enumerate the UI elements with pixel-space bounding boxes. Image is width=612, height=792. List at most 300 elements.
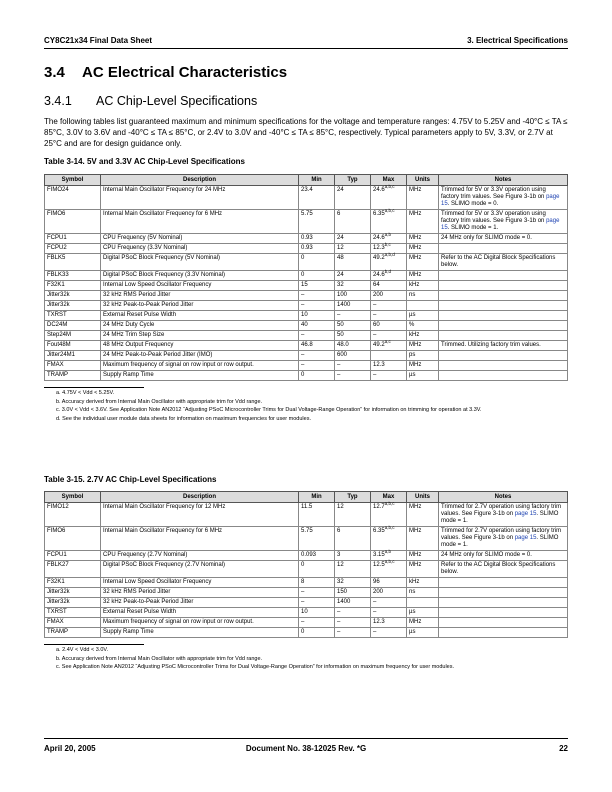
cell-typ: – (335, 371, 371, 381)
cell-units: % (407, 321, 439, 331)
cell-typ: 1400 (335, 301, 371, 311)
column-header: Symbol (45, 492, 101, 503)
max-footnote-ref: a,b,c (384, 559, 395, 564)
cell-min: 0 (299, 371, 335, 381)
column-header: Units (407, 492, 439, 503)
cell-symbol: FBLK5 (45, 254, 101, 271)
cell-symbol: F32K1 (45, 281, 101, 291)
cell-notes (439, 578, 568, 588)
cell-typ: – (335, 608, 371, 618)
cell-description: External Reset Pulse Width (101, 311, 299, 321)
cell-notes (439, 281, 568, 291)
table-row (45, 254, 568, 271)
cell-notes (439, 618, 568, 628)
table1 (44, 174, 568, 381)
table-row (45, 351, 568, 361)
cell-symbol: Fout48M (45, 341, 101, 351)
cell-units: µs (407, 311, 439, 321)
cell-description: Supply Ramp Time (101, 628, 299, 638)
table2-footnote-rule (44, 644, 144, 645)
cell-units: MHz (407, 234, 439, 244)
cell-typ: 12 (335, 244, 371, 254)
max-footnote-ref: a,b,c (384, 501, 395, 506)
page-link[interactable]: page 15 (441, 218, 560, 231)
cell-units: MHz (407, 527, 439, 551)
cell-min: 23.4 (299, 186, 335, 210)
cell-notes (439, 210, 568, 234)
notes-text-end: . SLIMO mode = 0. (447, 201, 499, 207)
cell-units: MHz (407, 210, 439, 234)
cell-max (371, 608, 407, 618)
cell-notes (439, 254, 568, 271)
cell-description: 24 MHz Trim Step Size (101, 331, 299, 341)
cell-symbol: FBLK27 (45, 561, 101, 578)
cell-notes (439, 311, 568, 321)
cell-units (407, 598, 439, 608)
cell-symbol: FCPU1 (45, 551, 101, 561)
cell-units: ns (407, 588, 439, 598)
max-value: 3.15 (373, 552, 385, 558)
max-value: 12.7 (373, 504, 385, 510)
cell-typ: 3 (335, 551, 371, 561)
cell-typ: 12 (335, 561, 371, 578)
cell-symbol: DC24M (45, 321, 101, 331)
cell-typ: 150 (335, 588, 371, 598)
notes-text: Refer to the AC Digital Block Specifications below. (441, 562, 556, 575)
cell-units: kHz (407, 281, 439, 291)
cell-max (371, 351, 407, 361)
cell-typ: 1400 (335, 598, 371, 608)
column-header: Description (101, 492, 299, 503)
footnote: d. See the individual user module data sheets for information on maximum frequencies for user modules. (56, 415, 311, 422)
header-rule (44, 48, 568, 49)
notes-text-end: . SLIMO mode = 1. (447, 225, 499, 231)
cell-symbol: Jitter32k (45, 301, 101, 311)
subsection-heading (44, 94, 257, 108)
cell-symbol: FIMO6 (45, 210, 101, 234)
column-header: Min (299, 175, 335, 186)
cell-max (371, 503, 407, 527)
notes-text: 24 MHz only for SLIMO mode = 0. (441, 235, 532, 241)
cell-typ: – (335, 628, 371, 638)
table-row (45, 608, 568, 618)
max-value: 60 (373, 322, 380, 328)
column-header: Description (101, 175, 299, 186)
cell-notes (439, 234, 568, 244)
max-value: – (373, 332, 377, 338)
cell-max (371, 291, 407, 301)
subsection-title: AC Chip-Level Specifications (96, 94, 258, 108)
cell-min: 0 (299, 271, 335, 281)
cell-typ: 600 (335, 351, 371, 361)
cell-units: µs (407, 371, 439, 381)
cell-typ: 100 (335, 291, 371, 301)
cell-units: ns (407, 291, 439, 301)
max-value: 12.3 (373, 245, 385, 251)
cell-min: 8 (299, 578, 335, 588)
cell-max (371, 361, 407, 371)
cell-max (371, 186, 407, 210)
cell-min: – (299, 301, 335, 311)
max-value: 6.35 (373, 528, 385, 534)
cell-notes (439, 301, 568, 311)
cell-typ: 6 (335, 527, 371, 551)
cell-symbol: Step24M (45, 331, 101, 341)
table-row (45, 588, 568, 598)
cell-notes (439, 291, 568, 301)
cell-description: CPU Frequency (3.3V Nominal) (101, 244, 299, 254)
cell-units: µs (407, 628, 439, 638)
cell-description: Internal Low Speed Oscillator Frequency (101, 281, 299, 291)
cell-notes (439, 503, 568, 527)
cell-description: Internal Main Oscillator Frequency for 24 MHz (101, 186, 299, 210)
max-value: 64 (373, 282, 380, 288)
cell-units: MHz (407, 341, 439, 351)
notes-text: Trimmed for 5V or 3.3V operation using factory trim values. See Figure 3-1b on (441, 211, 546, 224)
cell-symbol: FIMO12 (45, 503, 101, 527)
cell-description: 32 kHz RMS Period Jitter (101, 291, 299, 301)
notes-text: Trimmed for 2.7V operation using factory trim values. See Figure 3-1b on (441, 504, 562, 517)
cell-max (371, 341, 407, 351)
cell-max (371, 628, 407, 638)
cell-description: Digital PSoC Block Frequency (5V Nominal) (101, 254, 299, 271)
table-row (45, 321, 568, 331)
table2 (44, 491, 568, 638)
table-row (45, 598, 568, 608)
max-footnote-ref: a,b,c (384, 208, 395, 213)
cell-description: 24 MHz Duty Cycle (101, 321, 299, 331)
table-row (45, 628, 568, 638)
header-section-title: 3. Electrical Specifications (467, 36, 568, 45)
cell-description: 32 kHz Peak-to-Peak Period Jitter (101, 598, 299, 608)
cell-notes (439, 341, 568, 351)
table-row (45, 361, 568, 371)
cell-typ: 24 (335, 271, 371, 281)
page-link[interactable]: page 15 (514, 535, 537, 541)
cell-description: Internal Main Oscillator Frequency for 6 MHz (101, 527, 299, 551)
table-row (45, 210, 568, 234)
cell-symbol: Jitter32k (45, 291, 101, 301)
cell-min: 40 (299, 321, 335, 331)
table-row (45, 301, 568, 311)
cell-description: CPU Frequency (5V Nominal) (101, 234, 299, 244)
cell-symbol: FCPU1 (45, 234, 101, 244)
cell-symbol: TRAMP (45, 371, 101, 381)
cell-typ: 48.0 (335, 341, 371, 351)
cell-min: 10 (299, 311, 335, 321)
cell-typ: 50 (335, 331, 371, 341)
cell-description: Internal Main Oscillator Frequency for 12 MHz (101, 503, 299, 527)
cell-typ: 32 (335, 578, 371, 588)
notes-text-end: . SLIMO mode = 1. (441, 511, 559, 524)
cell-description: 32 kHz RMS Period Jitter (101, 588, 299, 598)
max-footnote-ref: b,c (384, 242, 391, 247)
cell-units: MHz (407, 186, 439, 210)
cell-max (371, 281, 407, 291)
cell-notes (439, 371, 568, 381)
cell-units: MHz (407, 244, 439, 254)
cell-units: kHz (407, 578, 439, 588)
page-link[interactable]: page 15 (441, 194, 560, 207)
cell-units (407, 301, 439, 311)
column-header: Notes (439, 492, 568, 503)
max-value: 49.2 (373, 342, 385, 348)
notes-text: Refer to the AC Digital Block Specifications below. (441, 255, 556, 268)
cell-description: 32 kHz Peak-to-Peak Period Jitter (101, 301, 299, 311)
cell-notes (439, 244, 568, 254)
cell-notes (439, 271, 568, 281)
max-value: 6.35 (373, 211, 385, 217)
cell-min: 0 (299, 561, 335, 578)
cell-typ: 12 (335, 503, 371, 527)
column-header: Typ (335, 492, 371, 503)
cell-min: 0.93 (299, 234, 335, 244)
max-footnote-ref: a,b,c (384, 184, 395, 189)
table-row (45, 503, 568, 527)
cell-symbol: F32K1 (45, 578, 101, 588)
column-header: Notes (439, 175, 568, 186)
notes-text: Trimmed for 2.7V operation using factory trim values. See Figure 3-1b on (441, 528, 562, 541)
max-footnote-ref: a,c (384, 339, 391, 344)
cell-min: 5.75 (299, 210, 335, 234)
cell-typ: 24 (335, 186, 371, 210)
table1-footnote-rule (44, 387, 144, 388)
cell-units: MHz (407, 271, 439, 281)
table-row (45, 186, 568, 210)
table-row (45, 311, 568, 321)
cell-max (371, 271, 407, 281)
column-header: Symbol (45, 175, 101, 186)
section-heading (44, 64, 287, 81)
max-footnote-ref: a,b (384, 549, 391, 554)
cell-notes (439, 608, 568, 618)
cell-notes (439, 527, 568, 551)
footer-page-number: 22 (559, 744, 568, 753)
cell-units: MHz (407, 561, 439, 578)
cell-notes (439, 561, 568, 578)
cell-symbol: TRAMP (45, 628, 101, 638)
notes-text-end: . SLIMO mode = 1. (441, 535, 559, 548)
cell-notes (439, 186, 568, 210)
cell-units: MHz (407, 618, 439, 628)
cell-min: 10 (299, 608, 335, 618)
cell-units: ps (407, 351, 439, 361)
cell-symbol: TXRST (45, 311, 101, 321)
max-value: 96 (373, 579, 380, 585)
max-value: 200 (373, 589, 384, 595)
column-header: Max (371, 492, 407, 503)
cell-min: 0 (299, 254, 335, 271)
notes-text: Trimmed for 5V or 3.3V operation using factory trim values. See Figure 3-1b on (441, 187, 546, 200)
cell-units: MHz (407, 361, 439, 371)
max-value: – (373, 599, 377, 605)
cell-typ: – (335, 361, 371, 371)
max-value: – (373, 629, 377, 635)
table1-header-row (45, 175, 568, 186)
cell-description: CPU Frequency (2.7V Nominal) (101, 551, 299, 561)
cell-description: 48 MHz Output Frequency (101, 341, 299, 351)
cell-max (371, 588, 407, 598)
table1-footnotes (56, 389, 481, 423)
cell-notes (439, 588, 568, 598)
cell-min: – (299, 361, 335, 371)
table-row (45, 527, 568, 551)
cell-units: MHz (407, 254, 439, 271)
cell-symbol: Jitter24M1 (45, 351, 101, 361)
cell-notes (439, 628, 568, 638)
cell-units: MHz (407, 503, 439, 527)
max-footnote-ref: b,d (384, 269, 391, 274)
cell-min: – (299, 618, 335, 628)
cell-symbol: FIMO24 (45, 186, 101, 210)
cell-symbol: TXRST (45, 608, 101, 618)
max-value: 12.3 (373, 619, 385, 625)
footnote: a. 2.4V < Vdd < 3.0V. (56, 647, 109, 653)
cell-max (371, 311, 407, 321)
cell-notes (439, 351, 568, 361)
subsection-number: 3.4.1 (44, 94, 72, 108)
table-row (45, 371, 568, 381)
max-value: 200 (373, 292, 384, 298)
table-row (45, 331, 568, 341)
header-doc-title: CY8C21x34 Final Data Sheet (44, 36, 153, 45)
cell-description: External Reset Pulse Width (101, 608, 299, 618)
column-header: Units (407, 175, 439, 186)
table-row (45, 244, 568, 254)
table2-caption: Table 3-15. 2.7V AC Chip-Level Specifications (44, 475, 217, 484)
cell-description: Digital PSoC Block Frequency (3.3V Nominal) (101, 271, 299, 281)
cell-typ: 6 (335, 210, 371, 234)
table-row (45, 281, 568, 291)
cell-symbol: FBLK33 (45, 271, 101, 281)
cell-max (371, 371, 407, 381)
cell-typ: 48 (335, 254, 371, 271)
max-footnote-ref: a,b (384, 232, 391, 237)
table-row (45, 234, 568, 244)
cell-min: – (299, 588, 335, 598)
max-footnote-ref: a,b,c (384, 525, 395, 530)
section-title: AC Electrical Characteristics (82, 64, 288, 81)
cell-max (371, 301, 407, 311)
table2-footnotes (56, 646, 454, 672)
table-row (45, 551, 568, 561)
cell-max (371, 618, 407, 628)
page-link[interactable]: page 15 (514, 511, 537, 517)
cell-max (371, 527, 407, 551)
table-row (45, 618, 568, 628)
cell-description: Maximum frequency of signal on row input or row output. (101, 361, 299, 371)
footnote: b. Accuracy derived from Internal Main Oscillator with appropriate trim for Vdd range. (56, 655, 263, 662)
cell-description: Digital PSoC Block Frequency (2.7V Nominal) (101, 561, 299, 578)
cell-symbol: FMAX (45, 618, 101, 628)
column-header: Min (299, 492, 335, 503)
max-value: 24.6 (373, 272, 385, 278)
cell-notes (439, 551, 568, 561)
cell-typ: – (335, 311, 371, 321)
max-value: 12.5 (373, 562, 385, 568)
cell-min: 0 (299, 628, 335, 638)
cell-units: kHz (407, 331, 439, 341)
cell-typ: 32 (335, 281, 371, 291)
cell-notes (439, 321, 568, 331)
cell-symbol: FIMO6 (45, 527, 101, 551)
cell-symbol: Jitter32k (45, 598, 101, 608)
cell-units: µs (407, 608, 439, 618)
footer-doc-number: Document No. 38-12025 Rev. *G (245, 744, 367, 753)
max-value: 24.6 (373, 187, 385, 193)
cell-notes (439, 361, 568, 371)
column-header: Typ (335, 175, 371, 186)
cell-symbol: FCPU2 (45, 244, 101, 254)
max-value: 24.6 (373, 235, 385, 241)
cell-symbol: FMAX (45, 361, 101, 371)
cell-max (371, 561, 407, 578)
cell-min: – (299, 351, 335, 361)
intro-paragraph: The following tables list guaranteed maximum and minimum specifications for the voltage and temperature ranges: 4.75V to 5.25V and -40°C ≤ TA ≤ 85°C, 3.0V to 3.6V and -40°C ≤ TA ≤ 85°C, or 2.4V to 3.0V and -40°C ≤ TA ≤ 85°C, respectively. Typical parameters apply to 5V, 3.3V, or 2.7V at 25°C and are for design guidance only. (44, 117, 568, 148)
max-value: – (373, 609, 377, 615)
cell-max (371, 578, 407, 588)
cell-min: 5.75 (299, 527, 335, 551)
cell-description: Internal Main Oscillator Frequency for 6 MHz (101, 210, 299, 234)
table-row (45, 578, 568, 588)
cell-units: MHz (407, 551, 439, 561)
cell-description: 24 MHz Peak-to-Peak Period Jitter (IMO) (101, 351, 299, 361)
notes-text: 24 MHz only for SLIMO mode = 0. (441, 552, 532, 558)
cell-min: 0.93 (299, 244, 335, 254)
cell-notes (439, 598, 568, 608)
cell-symbol: Jitter32k (45, 588, 101, 598)
column-header: Max (371, 175, 407, 186)
cell-min: 46.8 (299, 341, 335, 351)
max-value: – (373, 312, 377, 318)
max-value: 12.3 (373, 362, 385, 368)
max-value: 49.2 (373, 255, 385, 261)
cell-min: – (299, 331, 335, 341)
cell-typ: 50 (335, 321, 371, 331)
cell-description: Maximum frequency of signal on row input or row output. (101, 618, 299, 628)
footnote: c. 3.0V < Vdd < 3.6V. See Application Note AN2012 “Adjusting PSoC Microcontroller Trims for Dual Voltage-Range Operation” for information on trimming for operation at 3.3V. (56, 407, 482, 413)
cell-max (371, 598, 407, 608)
cell-max (371, 321, 407, 331)
footer-date: April 20, 2005 (44, 744, 96, 753)
cell-typ: 24 (335, 234, 371, 244)
cell-notes (439, 331, 568, 341)
cell-description: Supply Ramp Time (101, 371, 299, 381)
cell-min: 0.093 (299, 551, 335, 561)
max-footnote-ref: a,b,d (384, 252, 395, 257)
table-row (45, 561, 568, 578)
cell-min: 11.5 (299, 503, 335, 527)
section-number: 3.4 (44, 64, 65, 81)
max-value: – (373, 302, 377, 308)
cell-typ: – (335, 618, 371, 628)
footnote: c. See Application Note AN2012 “Adjusting PSoC Microcontroller Trims for Dual Voltage-Range Operation” for information on maximum frequency for user modules. (56, 664, 455, 670)
cell-max (371, 210, 407, 234)
footnote: b. Accuracy derived from Internal Main Oscillator with appropriate trim for Vdd range. (56, 398, 263, 405)
cell-description: Internal Low Speed Oscillator Frequency (101, 578, 299, 588)
notes-text: Trimmed. Utilizing factory trim values. (441, 342, 541, 348)
cell-min: – (299, 598, 335, 608)
max-value: – (373, 372, 377, 378)
footer-rule (44, 738, 568, 739)
cell-min: 15 (299, 281, 335, 291)
footnote: a. 4.75V < Vdd < 5.25V. (56, 390, 115, 396)
cell-min: – (299, 291, 335, 301)
table-row (45, 271, 568, 281)
table-row (45, 291, 568, 301)
table1-caption: Table 3-14. 5V and 3.3V AC Chip-Level Specifications (44, 157, 245, 166)
table2-header-row (45, 492, 568, 503)
